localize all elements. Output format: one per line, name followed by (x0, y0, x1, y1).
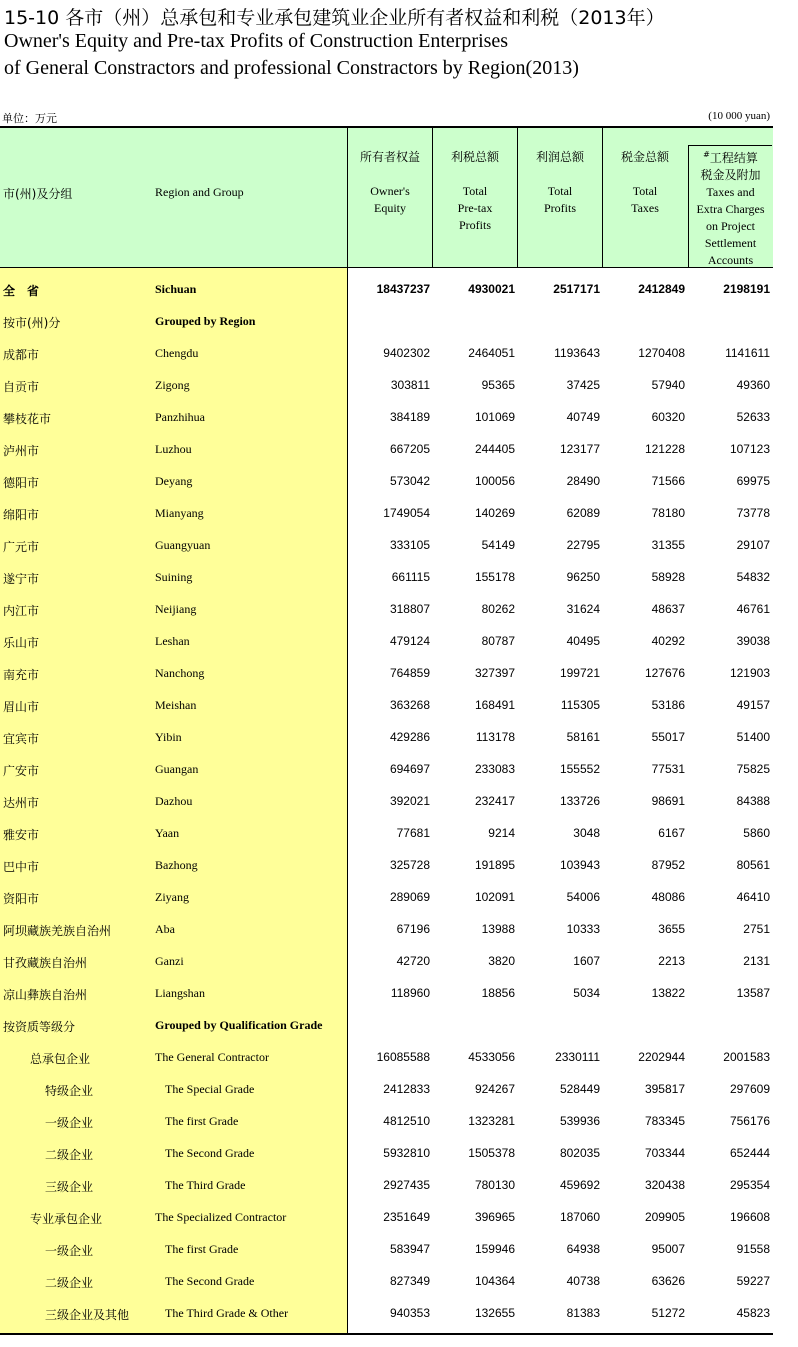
table-cell-value: 694697 (389, 762, 430, 776)
table-cell-value: 2351649 (383, 1210, 430, 1224)
table-cell-value: 3048 (573, 826, 600, 840)
row-label-english: Grouped by Region (155, 314, 256, 328)
table-cell-value: 155552 (559, 762, 600, 776)
row-label-english: Yaan (155, 826, 180, 840)
table-cell-value: 333105 (389, 538, 430, 552)
table-cell-value: 159946 (474, 1242, 515, 1256)
table-cell-value: 233083 (474, 762, 515, 776)
table-cell-value: 40292 (651, 634, 685, 648)
table-cell-value: 91558 (736, 1242, 770, 1256)
table-row (0, 914, 773, 946)
table-cell-value: 2198191 (723, 282, 770, 296)
row-label-english: Ganzi (155, 954, 184, 968)
table-cell-value: 46410 (736, 890, 770, 904)
table-cell-value: 75825 (736, 762, 770, 776)
table-row (0, 978, 773, 1010)
table-cell-value: 57940 (651, 378, 685, 392)
row-label-chinese: 遂宁市 (3, 572, 40, 586)
table-row (0, 498, 773, 530)
table-cell-value: 16085588 (376, 1050, 430, 1064)
table-cell-value: 1505378 (468, 1146, 515, 1160)
table-cell-value: 140269 (474, 506, 515, 520)
table-cell-value: 2213 (658, 954, 685, 968)
row-label-english: Aba (155, 922, 175, 936)
row-label-chinese: 凉山彝族自治州 (3, 988, 88, 1002)
header-text-line: Total (462, 184, 488, 198)
table-cell-value: 121228 (644, 442, 685, 456)
table-cell-value: 81383 (566, 1306, 600, 1320)
table-cell-value: 940353 (389, 1306, 430, 1320)
row-label-chinese: 专业承包企业 (30, 1212, 103, 1226)
table-cell-value: 133726 (559, 794, 600, 808)
header-text-line: Total (632, 184, 658, 198)
table-cell-value: 1323281 (468, 1114, 515, 1128)
footnote-mark: # (703, 150, 710, 159)
table-cell-value: 1141611 (725, 346, 770, 360)
row-label-english: The Second Grade (165, 1274, 255, 1288)
table-cell-value: 39038 (736, 634, 770, 648)
table-cell-value: 48637 (651, 602, 685, 616)
row-label-chinese: 按市(州)分 (3, 316, 61, 330)
header-total-profits-english (518, 183, 602, 217)
table-cell-value: 46761 (736, 602, 770, 616)
header-owners-equity-chinese: 所有者权益 (359, 150, 420, 164)
row-label-english: The General Contractor (155, 1050, 269, 1064)
table-cell-value: 209905 (644, 1210, 685, 1224)
table-cell-value: 3820 (488, 954, 515, 968)
header-text-line: Extra Charges (696, 202, 765, 216)
table-cell-value: 69975 (736, 474, 770, 488)
header-text-line: 工程结算 (709, 151, 758, 165)
table-cell-value: 155178 (474, 570, 515, 584)
table-cell-value: 5034 (573, 986, 600, 1000)
row-label-english: Yibin (155, 730, 182, 744)
row-label-chinese: 一级企业 (45, 1116, 94, 1130)
header-text-line: Profits (458, 218, 491, 232)
table-row (0, 370, 773, 402)
table-cell-value: 363268 (389, 698, 430, 712)
table-cell-value: 13587 (736, 986, 770, 1000)
row-label-english: The Third Grade & Other (165, 1306, 289, 1320)
table-cell-value: 31624 (566, 602, 600, 616)
row-label-english: Leshan (155, 634, 190, 648)
header-text-line: Settlement (704, 236, 757, 250)
row-label-chinese: 雅安市 (3, 828, 40, 842)
table-cell-value: 2131 (743, 954, 770, 968)
table-cell-value: 80561 (736, 858, 770, 872)
header-total-profits (518, 128, 602, 268)
unit-label-chinese: 单位：万元 (2, 112, 57, 125)
table-cell-value: 87952 (651, 858, 685, 872)
table-cell-value: 297609 (729, 1082, 770, 1096)
row-label-chinese: 特级企业 (45, 1084, 94, 1098)
table-cell-value: 1270408 (638, 346, 685, 360)
table-cell-value: 59227 (736, 1274, 770, 1288)
unit-label-english: (10 000 yuan) (708, 110, 770, 122)
header-total-profits-chinese: 利润总额 (535, 150, 584, 164)
table-cell-value: 13988 (481, 922, 515, 936)
table-row (0, 1010, 773, 1042)
table-cell-value: 187060 (559, 1210, 600, 1224)
header-text-line: 税金及附加 (700, 168, 761, 182)
table-cell-value: 1607 (573, 954, 600, 968)
table-cell-value: 63626 (651, 1274, 685, 1288)
table-row (0, 594, 773, 626)
table-cell-value: 384189 (389, 410, 430, 424)
header-total-pretax-profits (433, 128, 517, 268)
row-label-chinese: 泸州市 (3, 444, 40, 458)
table-cell-value: 661115 (391, 570, 430, 584)
table-cell-value: 539936 (559, 1114, 600, 1128)
table-cell-value: 303811 (390, 378, 430, 392)
row-label-chinese: 绵阳市 (3, 508, 40, 522)
table-cell-value: 100056 (474, 474, 515, 488)
table-cell-value: 42720 (396, 954, 430, 968)
row-label-english: The first Grade (165, 1114, 239, 1128)
table-row (0, 658, 773, 690)
row-label-english: Chengdu (155, 346, 199, 360)
table-cell-value: 96250 (566, 570, 600, 584)
row-label-chinese: 阿坝藏族羌族自治州 (3, 924, 112, 938)
header-total-pretax-profits-english (433, 183, 517, 234)
row-label-english: Dazhou (155, 794, 193, 808)
table-cell-value: 667205 (389, 442, 430, 456)
table-cell-value: 9402302 (383, 346, 430, 360)
row-label-chinese: 德阳市 (3, 476, 40, 490)
table-cell-value: 395817 (644, 1082, 685, 1096)
row-label-chinese: 眉山市 (3, 700, 40, 714)
row-label-english: Meishan (155, 698, 197, 712)
header-text-line: Profits (543, 201, 576, 215)
table-row (0, 722, 773, 754)
row-label-english: Sichuan (155, 282, 197, 296)
row-label-english: Neijiang (155, 602, 197, 616)
row-label-chinese: 成都市 (3, 348, 40, 362)
table-row (0, 434, 773, 466)
table-cell-value: 5860 (743, 826, 770, 840)
table-cell-value: 327397 (474, 666, 515, 680)
header-text-line: Equity (374, 201, 406, 215)
table-cell-value: 2464051 (468, 346, 515, 360)
table-cell-value: 49157 (736, 698, 770, 712)
row-label-chinese: 自贡市 (3, 380, 40, 394)
table-cell-value: 104364 (474, 1274, 515, 1288)
table-cell-value: 77681 (396, 826, 430, 840)
row-label-chinese: 内江市 (3, 604, 40, 618)
table-cell-value: 168491 (474, 698, 515, 712)
table-cell-value: 54832 (736, 570, 770, 584)
table-cell-value: 802035 (559, 1146, 600, 1160)
row-label-chinese: 全 省 (3, 284, 40, 298)
table-cell-value: 289069 (389, 890, 430, 904)
row-label-english: The Special Grade (165, 1082, 255, 1096)
header-text-line: on Project (706, 219, 755, 233)
table-cell-value: 52633 (736, 410, 770, 424)
table-row (0, 1074, 773, 1106)
table-cell-value: 320438 (644, 1178, 685, 1192)
row-label-chinese: 资阳市 (3, 892, 40, 906)
header-text-line: Owner's (370, 184, 410, 198)
table-cell-value: 121903 (729, 666, 770, 680)
table-cell-value: 1749054 (383, 506, 430, 520)
row-label-chinese: 达州市 (3, 796, 40, 810)
table-cell-value: 2412833 (383, 1082, 430, 1096)
row-label-english: The Third Grade (165, 1178, 246, 1192)
table-cell-value: 64938 (566, 1242, 600, 1256)
table-cell-value: 2517171 (553, 282, 600, 296)
table-row (0, 754, 773, 786)
row-label-chinese: 三级企业及其他 (45, 1308, 130, 1322)
table-cell-value: 756176 (729, 1114, 770, 1128)
table-bottom-rule (0, 1333, 773, 1335)
table-cell-value: 95365 (481, 378, 515, 392)
page-title-chinese: 15-10 各市（州）总承包和专业承包建筑业企业所有者权益和利税（2013年） (4, 7, 665, 29)
table-cell-value: 53186 (651, 698, 685, 712)
table-cell-value: 22795 (566, 538, 600, 552)
row-label-chinese: 三级企业 (45, 1180, 94, 1194)
table-body (0, 274, 773, 1330)
table-cell-value: 55017 (651, 730, 685, 744)
table-cell-value: 60320 (651, 410, 685, 424)
table-cell-value: 29107 (736, 538, 770, 552)
table-row (0, 1170, 773, 1202)
table-cell-value: 4812510 (383, 1114, 430, 1128)
table-cell-value: 51272 (651, 1306, 685, 1320)
table-cell-value: 78180 (651, 506, 685, 520)
table-cell-value: 101069 (474, 410, 515, 424)
table-cell-value: 51400 (736, 730, 770, 744)
table-row (0, 1266, 773, 1298)
table-cell-value: 71566 (651, 474, 685, 488)
table-cell-value: 13822 (651, 986, 685, 1000)
table-cell-value: 2412849 (638, 282, 685, 296)
page-title-english-line-1: Owner's Equity and Pre-tax Profits of Construction Enterprises (4, 30, 509, 52)
header-text-line: Taxes and (706, 185, 755, 199)
table-cell-value: 132655 (474, 1306, 515, 1320)
table-cell-value: 102091 (474, 890, 515, 904)
table-row (0, 818, 773, 850)
table-cell-value: 764859 (389, 666, 430, 680)
table-cell-value: 2927435 (383, 1178, 430, 1192)
row-label-chinese: 南充市 (3, 668, 40, 682)
header-text-line: Accounts (707, 253, 754, 267)
header-owners-equity-english (348, 183, 432, 217)
table-cell-value: 392021 (389, 794, 430, 808)
table-cell-value: 40738 (566, 1274, 600, 1288)
row-label-chinese: 二级企业 (45, 1148, 94, 1162)
table-cell-value: 429286 (389, 730, 430, 744)
table-cell-value: 40749 (566, 410, 600, 424)
table-cell-value: 113178 (475, 730, 515, 744)
table-cell-value: 54006 (566, 890, 600, 904)
table-cell-value: 103943 (559, 858, 600, 872)
table-cell-value: 31355 (651, 538, 685, 552)
table-cell-value: 528449 (559, 1082, 600, 1096)
row-label-english: Grouped by Qualification Grade (155, 1018, 323, 1032)
table-cell-value: 780130 (474, 1178, 515, 1192)
table-cell-value: 325728 (389, 858, 430, 872)
table-cell-value: 295354 (729, 1178, 770, 1192)
row-label-english: Zigong (155, 378, 190, 392)
row-label-chinese: 一级企业 (45, 1244, 94, 1258)
page-title-english-line-2: of General Constractors and professional Constractors by Region(2013) (4, 57, 579, 79)
table-row (0, 786, 773, 818)
header-total-taxes-english (603, 183, 687, 217)
table-cell-value: 396965 (474, 1210, 515, 1224)
table-cell-value: 118960 (390, 986, 430, 1000)
table-cell-value: 84388 (736, 794, 770, 808)
row-label-english: Liangshan (155, 986, 205, 1000)
table-cell-value: 95007 (651, 1242, 685, 1256)
table-cell-value: 77531 (651, 762, 685, 776)
table-cell-value: 67196 (396, 922, 430, 936)
row-label-english: Nanchong (155, 666, 205, 680)
table-cell-value: 2001583 (723, 1050, 770, 1064)
table-cell-value: 37425 (566, 378, 600, 392)
table-cell-value: 583947 (389, 1242, 430, 1256)
table-cell-value: 98691 (651, 794, 685, 808)
row-label-chinese: 乐山市 (3, 636, 40, 650)
header-total-taxes (603, 128, 687, 268)
row-label-english: Guangyuan (155, 538, 211, 552)
table-row (0, 402, 773, 434)
table-row (0, 690, 773, 722)
header-text-line: Taxes (631, 201, 659, 215)
table-row (0, 882, 773, 914)
table-cell-value: 54149 (481, 538, 515, 552)
table-row (0, 306, 773, 338)
table-row (0, 1042, 773, 1074)
row-label-english: The Second Grade (165, 1146, 255, 1160)
table-cell-value: 4533056 (468, 1050, 515, 1064)
header-project-settlement-taxes-chinese (689, 146, 772, 167)
table-row (0, 274, 773, 306)
table-row (0, 850, 773, 882)
row-label-chinese: 宜宾市 (3, 732, 40, 746)
table-row (0, 1138, 773, 1170)
table-cell-value: 199721 (559, 666, 600, 680)
table-cell-value: 80787 (481, 634, 515, 648)
table-cell-value: 827349 (389, 1274, 430, 1288)
table-cell-value: 2751 (743, 922, 770, 936)
row-label-chinese: 攀枝花市 (3, 412, 52, 426)
table-cell-value: 191895 (474, 858, 515, 872)
table-row (0, 626, 773, 658)
header-owners-equity (348, 128, 432, 268)
table-cell-value: 45823 (736, 1306, 770, 1320)
table-cell-value: 10333 (566, 922, 600, 936)
row-label-english: Luzhou (155, 442, 192, 456)
table-row (0, 946, 773, 978)
table-cell-value: 573042 (389, 474, 430, 488)
table-row (0, 1106, 773, 1138)
table-cell-value: 4930021 (468, 282, 515, 296)
header-text-line: Total (547, 184, 573, 198)
table-cell-value: 703344 (644, 1146, 685, 1160)
table-row (0, 530, 773, 562)
table-cell-value: 48086 (651, 890, 685, 904)
header-project-settlement-taxes (688, 145, 772, 267)
row-label-english: Ziyang (155, 890, 189, 904)
table-cell-value: 80262 (481, 602, 515, 616)
table-cell-value: 5932810 (383, 1146, 430, 1160)
table-cell-value: 244405 (474, 442, 515, 456)
table-row (0, 1298, 773, 1330)
table-cell-value: 783345 (644, 1114, 685, 1128)
table-cell-value: 652444 (729, 1146, 770, 1160)
row-label-chinese: 广安市 (3, 764, 40, 778)
header-region-label-chinese: 市(州)及分组 (3, 187, 73, 201)
row-label-english: Guangan (155, 762, 199, 776)
table-cell-value: 318807 (389, 602, 430, 616)
row-label-english: Suining (155, 570, 193, 584)
table-cell-value: 58928 (651, 570, 685, 584)
header-total-taxes-chinese: 税金总额 (620, 150, 669, 164)
table-cell-value: 73778 (736, 506, 770, 520)
row-label-english: Bazhong (155, 858, 198, 872)
table-row (0, 1202, 773, 1234)
table-cell-value: 49360 (736, 378, 770, 392)
row-label-chinese: 按资质等级分 (3, 1020, 76, 1034)
table-cell-value: 28490 (566, 474, 600, 488)
row-label-chinese: 巴中市 (3, 860, 40, 874)
row-label-english: Mianyang (155, 506, 204, 520)
table-cell-value: 2202944 (638, 1050, 685, 1064)
table-cell-value: 18856 (481, 986, 515, 1000)
table-cell-value: 58161 (566, 730, 600, 744)
table-cell-value: 123177 (559, 442, 600, 456)
row-label-english: The first Grade (165, 1242, 239, 1256)
table-cell-value: 232417 (474, 794, 515, 808)
table-row (0, 562, 773, 594)
header-text-line: Pre-tax (457, 201, 493, 215)
table-row (0, 1234, 773, 1266)
table-row (0, 466, 773, 498)
table-cell-value: 2330111 (555, 1050, 600, 1064)
table-cell-value: 115305 (560, 698, 600, 712)
header-total-pretax-profits-chinese: 利税总额 (450, 150, 499, 164)
table-cell-value: 196608 (729, 1210, 770, 1224)
table-cell-value: 924267 (474, 1082, 515, 1096)
table-cell-value: 127676 (644, 666, 685, 680)
row-label-chinese: 广元市 (3, 540, 40, 554)
table-cell-value: 9214 (488, 826, 515, 840)
row-label-chinese: 甘孜藏族自治州 (3, 956, 88, 970)
header-region-label-english: Region and Group (155, 185, 244, 199)
row-label-english: Panzhihua (155, 410, 205, 424)
table-cell-value: 1193643 (554, 346, 600, 360)
row-label-english: The Specialized Contractor (155, 1210, 287, 1224)
table-cell-value: 40495 (566, 634, 600, 648)
row-label-chinese: 二级企业 (45, 1276, 94, 1290)
table-cell-value: 18437237 (376, 282, 430, 296)
table-row (0, 338, 773, 370)
table-cell-value: 107123 (729, 442, 770, 456)
row-label-chinese: 总承包企业 (30, 1052, 91, 1066)
table-cell-value: 479124 (389, 634, 430, 648)
row-label-english: Deyang (155, 474, 193, 488)
table-cell-value: 62089 (566, 506, 600, 520)
table-cell-value: 459692 (559, 1178, 600, 1192)
table-cell-value: 6167 (658, 826, 685, 840)
table-cell-value: 3655 (658, 922, 685, 936)
